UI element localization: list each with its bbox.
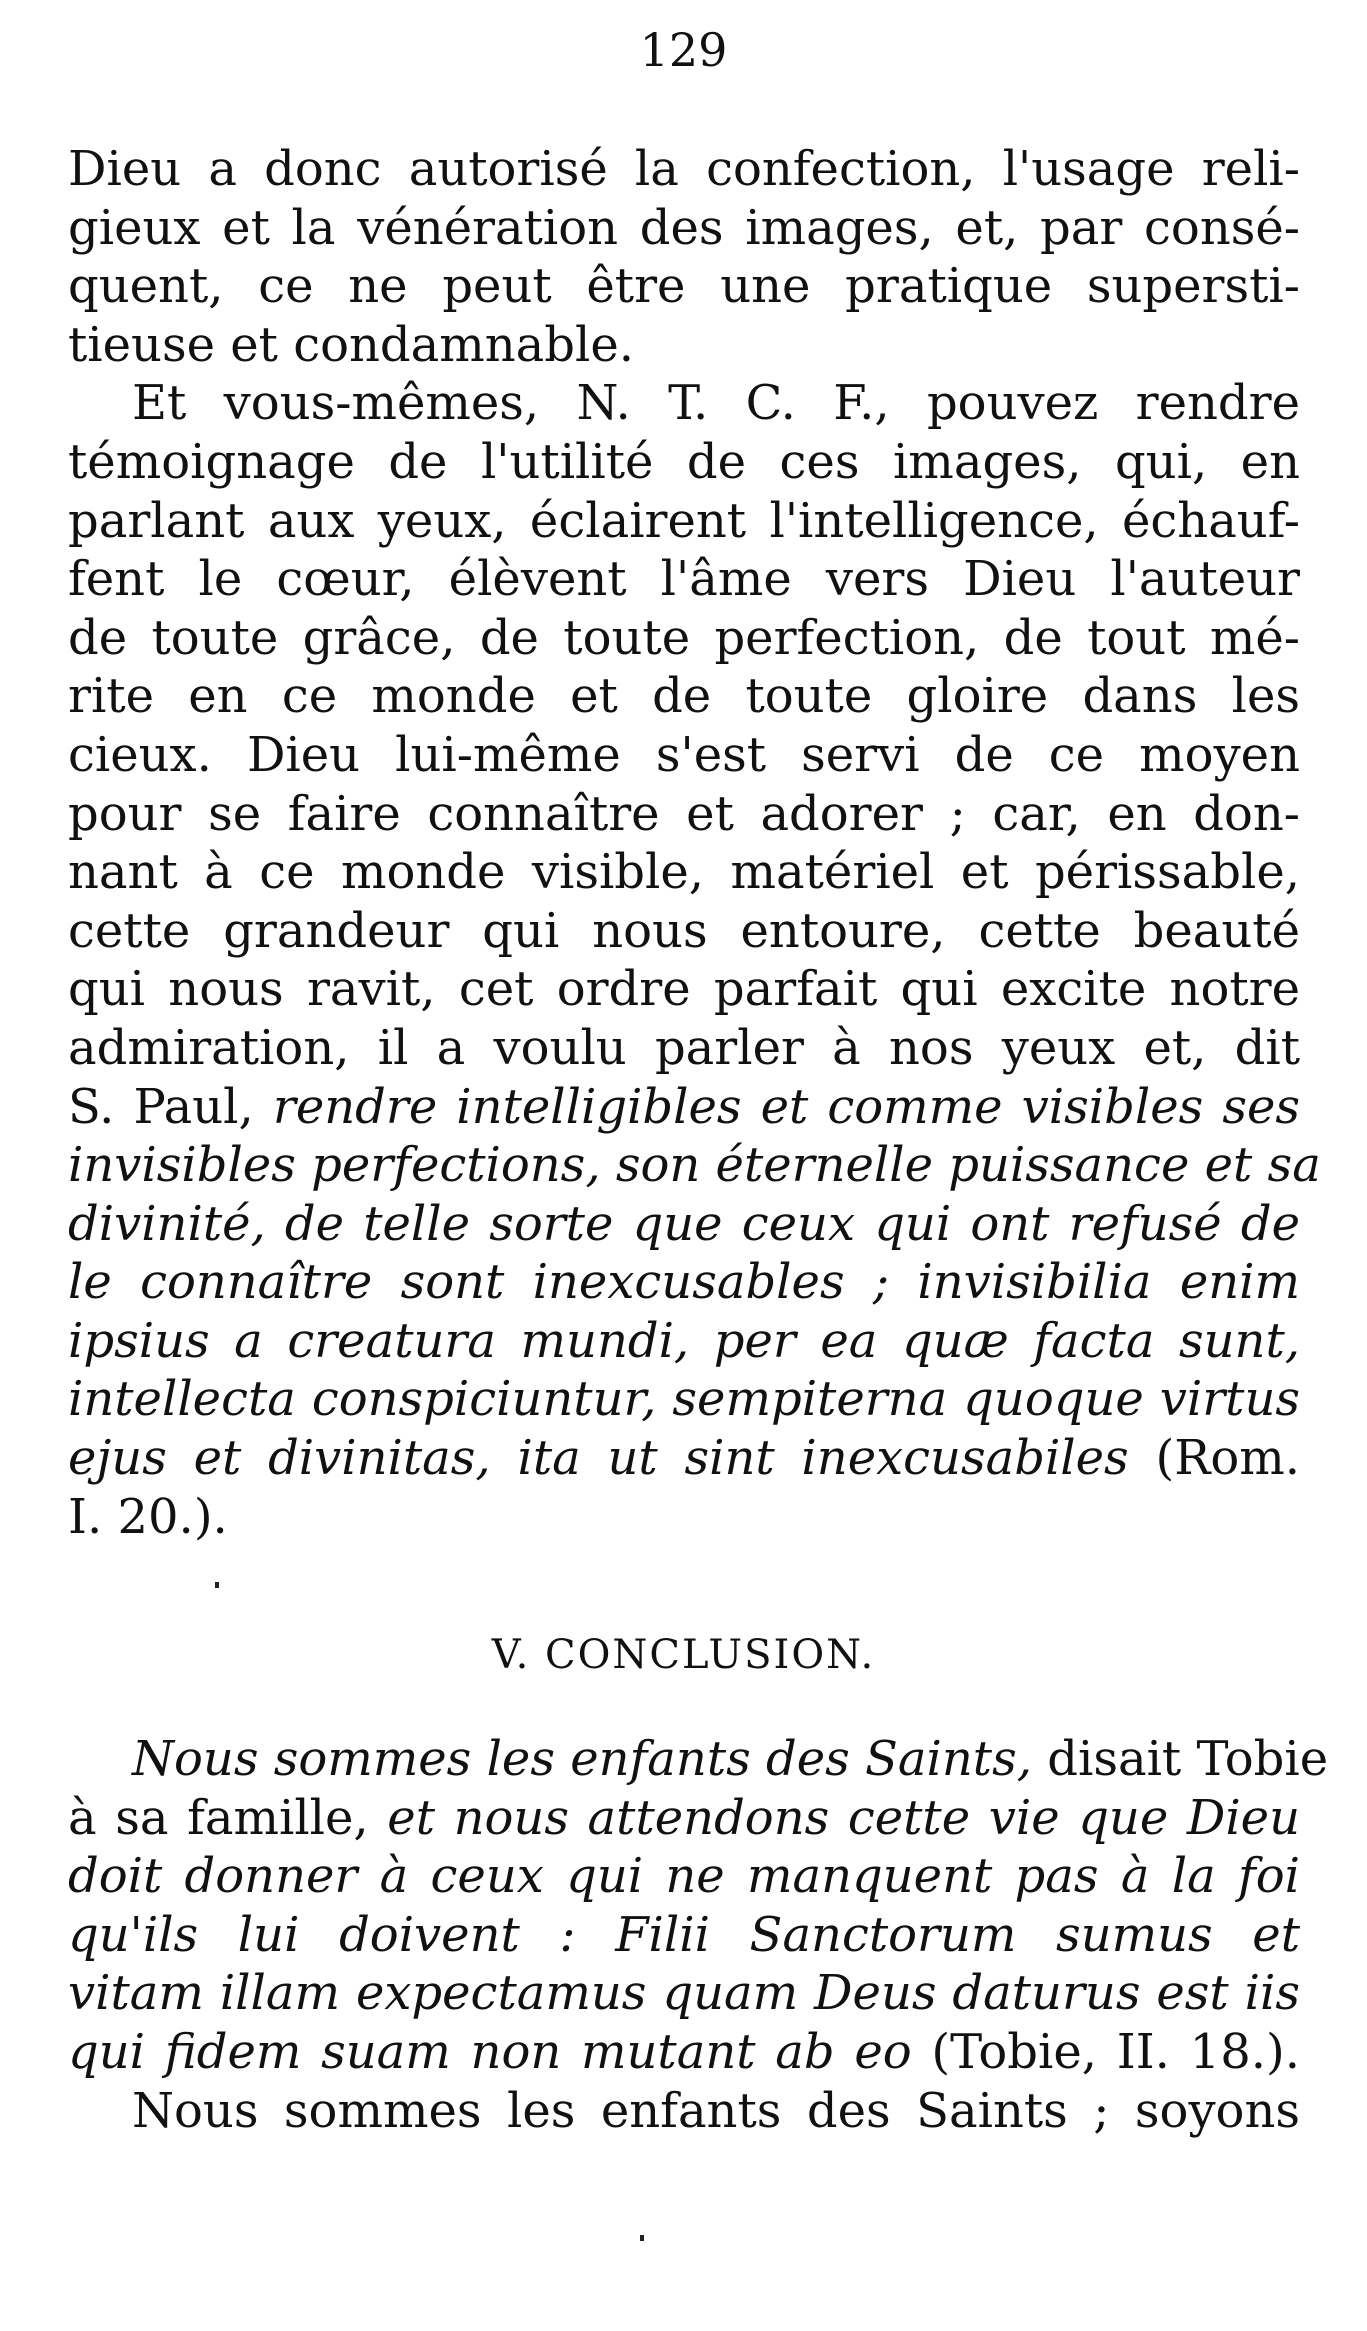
- text-line: qui nous ravit, cet ordre parfait qui excite notre: [68, 961, 1300, 1018]
- main-text: [68, 140, 1321, 1546]
- print-speck: [640, 2235, 644, 2241]
- quotation-line: le connaître sont inexcusables ; invisibilia enim: [68, 1254, 1300, 1311]
- text-line: [68, 1789, 1300, 1848]
- text-roman: à sa famille,: [68, 1789, 388, 1846]
- quotation-italic: et nous attendons cette vie que Dieu: [387, 1789, 1300, 1846]
- text-line: Nous sommes les enfants des Saints ; soyons: [132, 2082, 1300, 2139]
- page-number: 129: [639, 23, 728, 77]
- text-line: cieux. Dieu lui-même s'est servi de ce moyen: [68, 726, 1300, 783]
- text-line: témoignage de l'utilité de ces images, qui, en: [68, 433, 1300, 490]
- text-roman: S. Paul,: [68, 1078, 273, 1135]
- quotation-line: intellecta conspiciuntur, sempiterna quoque virtus: [68, 1371, 1300, 1428]
- text-line: [68, 1730, 1329, 1789]
- text-line: tieuse et condamnable.: [68, 316, 635, 373]
- citation: (Rom.: [1128, 1430, 1300, 1487]
- quotation-italic: qui fidem suam non mutant ab eo: [68, 2023, 912, 2080]
- citation-line: I. 20.).: [68, 1488, 228, 1545]
- quotation-italic: Nous sommes les enfants des Saints,: [132, 1731, 1032, 1787]
- quotation-italic: rendre intelligibles et comme visibles ses: [272, 1078, 1300, 1135]
- text-line: parlant aux yeux, éclairent l'intelligence, échauf-: [68, 492, 1300, 549]
- text-line: fent le cœur, élèvent l'âme vers Dieu l'auteur: [68, 551, 1300, 608]
- text-line: Et vous-mêmes, N. T. C. F., pouvez rendre: [132, 375, 1300, 432]
- quotation-line: qu'ils lui doivent : Filii Sanctorum sumus et: [68, 1906, 1300, 1963]
- quotation-italic: ejus et divinitas, ita ut sint inexcusabiles: [68, 1430, 1129, 1487]
- text-roman: disait Tobie: [1031, 1731, 1329, 1787]
- quotation-line: doit donner à ceux qui ne manquent pas à la foi: [68, 1848, 1300, 1905]
- text-line: [68, 1078, 1300, 1137]
- text-line: de toute grâce, de toute perfection, de tout mé-: [68, 609, 1300, 666]
- conclusion-text: [68, 1730, 1329, 2140]
- text-line: gieux et la vénération des images, et, par consé-: [68, 199, 1300, 256]
- text-line: [68, 2023, 1300, 2082]
- text-line: rite en ce monde et de toute gloire dans les: [68, 668, 1300, 725]
- text-line: cette grandeur qui nous entoure, cette beauté: [68, 902, 1300, 959]
- section-heading: V. CONCLUSION.: [491, 1632, 876, 1678]
- citation: (Tobie, II. 18.).: [911, 2023, 1300, 2080]
- quotation-line: divinité, de telle sorte que ceux qui ont refusé de: [68, 1195, 1300, 1252]
- text-line: Dieu a donc autorisé la confection, l'usage reli-: [68, 141, 1300, 197]
- text-line: pour se faire connaître et adorer ; car, en don-: [68, 785, 1300, 842]
- quotation-line: invisibles perfections, son éternelle puissance et sa: [68, 1137, 1321, 1194]
- text-line: [68, 1429, 1300, 1488]
- text-line: quent, ce ne peut être une pratique supersti-: [68, 258, 1300, 315]
- print-speck: [215, 1582, 219, 1588]
- text-line: nant à ce monde visible, matériel et périssable,: [68, 844, 1300, 901]
- quotation-line: ipsius a creatura mundi, per ea quæ facta sunt,: [68, 1312, 1300, 1369]
- text-line: admiration, il a voulu parler à nos yeux et, dit: [68, 1019, 1300, 1076]
- quotation-line: vitam illam expectamus quam Deus daturus est iis: [68, 1965, 1300, 2022]
